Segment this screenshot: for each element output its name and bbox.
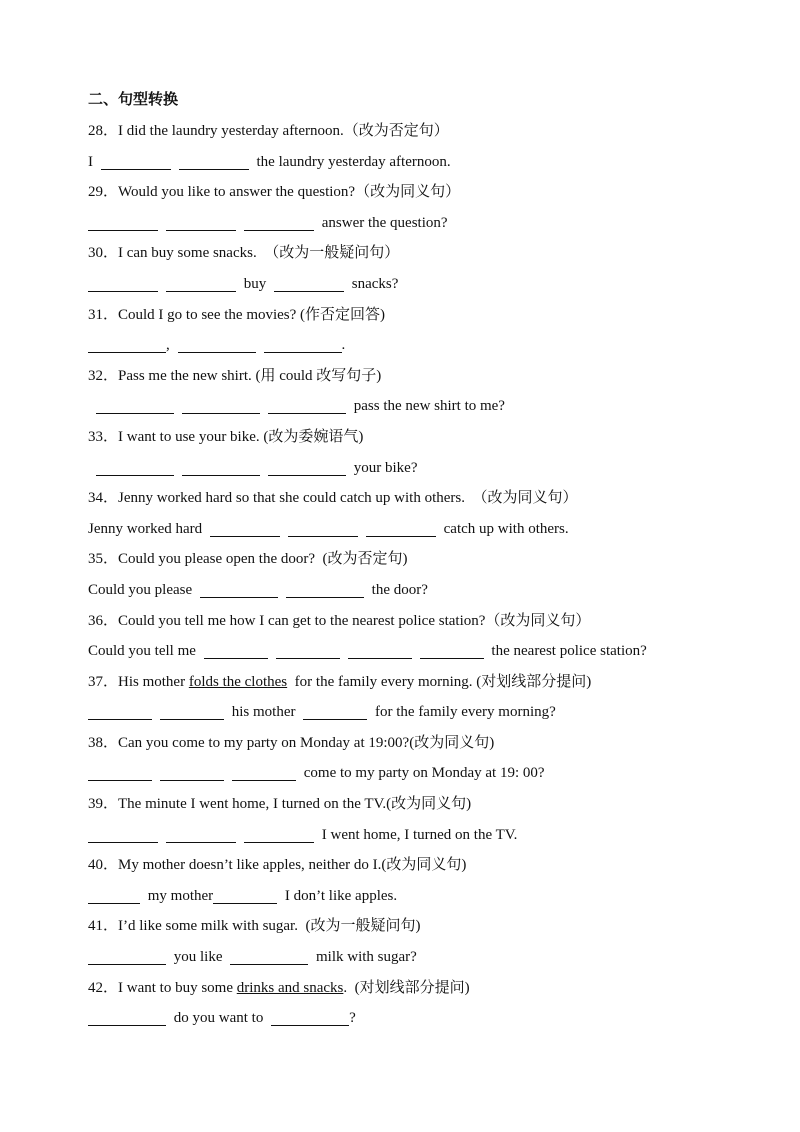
question-32 bbox=[88, 361, 748, 392]
answer-blank[interactable] bbox=[88, 1009, 166, 1026]
answer-31 bbox=[88, 330, 748, 361]
answer-text: come to my party on Monday at 19: 00? bbox=[303, 765, 545, 782]
answer-text: for the family every morning? bbox=[375, 704, 556, 721]
answer-text: your bike? bbox=[353, 459, 418, 476]
answer-text: answer the question? bbox=[321, 214, 448, 231]
question-prompt: 36．Could you tell me how I can get to the nearest police station?（改为同义句） bbox=[88, 612, 591, 629]
answer-text: the nearest police station? bbox=[491, 643, 647, 660]
underlined-phrase: folds the clothes bbox=[188, 673, 288, 690]
answer-blank[interactable] bbox=[348, 642, 412, 659]
answer-blank[interactable] bbox=[303, 703, 367, 720]
answer-42 bbox=[88, 1003, 748, 1034]
question-prompt: 31．Could I go to see the movies? (作否定回答) bbox=[88, 306, 386, 323]
answer-blank[interactable] bbox=[264, 336, 342, 353]
answer-blank[interactable] bbox=[88, 764, 152, 781]
question-prompt: 41．I’d like some milk with sugar. (改为一般疑问句) bbox=[88, 918, 421, 935]
answer-36 bbox=[88, 636, 748, 667]
answer-text: the laundry yesterday afternoon. bbox=[256, 153, 451, 170]
answer-blank[interactable] bbox=[101, 153, 171, 170]
answer-blank[interactable] bbox=[210, 520, 280, 537]
underlined-phrase: drinks and snacks bbox=[236, 979, 344, 996]
answer-text: his mother bbox=[231, 704, 296, 721]
answer-blank[interactable] bbox=[88, 275, 158, 292]
answer-blank[interactable] bbox=[88, 214, 158, 231]
answer-text: do you want to bbox=[173, 1010, 264, 1027]
question-prompt: 42．I want to buy some bbox=[88, 979, 237, 996]
answer-blank[interactable] bbox=[213, 887, 277, 904]
answer-text: I don’t like apples. bbox=[284, 887, 398, 904]
answer-text: the door? bbox=[371, 581, 428, 598]
answer-30 bbox=[88, 269, 748, 300]
answer-text: , bbox=[166, 337, 170, 354]
question-38 bbox=[88, 728, 748, 759]
answer-blank[interactable] bbox=[179, 153, 249, 170]
answer-blank[interactable] bbox=[88, 703, 152, 720]
answer-blank[interactable] bbox=[88, 336, 166, 353]
answer-text: snacks? bbox=[351, 275, 399, 292]
answer-blank[interactable] bbox=[160, 764, 224, 781]
answer-blank[interactable] bbox=[96, 397, 174, 414]
answer-blank[interactable] bbox=[420, 642, 484, 659]
question-prompt: 29．Would you like to answer the question?（改为同义句） bbox=[88, 184, 461, 201]
answer-blank[interactable] bbox=[286, 581, 364, 598]
question-prompt: 28．I did the laundry yesterday afternoon.（改为否定句） bbox=[88, 123, 449, 139]
answer-33 bbox=[88, 453, 748, 484]
question-prompt: 34．Jenny worked hard so that she could catch up with others. （改为同义句） bbox=[88, 490, 578, 507]
question-33 bbox=[88, 422, 748, 453]
answer-blank[interactable] bbox=[204, 642, 268, 659]
answer-29 bbox=[88, 208, 748, 239]
question-prompt: 35．Could you please open the door? (改为否定句) bbox=[88, 551, 408, 568]
answer-blank[interactable] bbox=[276, 642, 340, 659]
answer-blank[interactable] bbox=[268, 459, 346, 476]
answer-blank[interactable] bbox=[182, 459, 260, 476]
question-prompt: 33．I want to use your bike. (改为委婉语气) bbox=[88, 428, 364, 445]
question-30 bbox=[88, 238, 748, 269]
question-prompt: 30．I can buy some snacks. （改为一般疑问句） bbox=[88, 245, 400, 262]
answer-text: I bbox=[88, 153, 93, 170]
answer-text: Could you please bbox=[88, 581, 193, 598]
answer-blank[interactable] bbox=[200, 581, 278, 598]
question-prompt: 38．Can you come to my party on Monday at 19:00?(改为同义句) bbox=[88, 734, 495, 751]
question-prompt: for the family every morning. (对划线部分提问) bbox=[287, 673, 592, 690]
answer-text: catch up with others. bbox=[443, 520, 569, 537]
answer-blank[interactable] bbox=[232, 764, 296, 781]
answer-blank[interactable] bbox=[244, 214, 314, 231]
answer-blank[interactable] bbox=[88, 887, 140, 904]
answer-34 bbox=[88, 514, 748, 545]
answer-38 bbox=[88, 758, 748, 789]
question-prompt: . (对划线部分提问) bbox=[343, 979, 470, 996]
question-29 bbox=[88, 177, 748, 208]
question-34 bbox=[88, 483, 748, 514]
answer-blank[interactable] bbox=[160, 703, 224, 720]
question-28 bbox=[88, 116, 748, 147]
answer-blank[interactable] bbox=[288, 520, 358, 537]
answer-blank[interactable] bbox=[96, 459, 174, 476]
question-36 bbox=[88, 606, 748, 637]
answer-blank[interactable] bbox=[166, 275, 236, 292]
answer-32 bbox=[88, 391, 748, 422]
answer-text: I went home, I turned on the TV. bbox=[321, 826, 518, 843]
answer-text: buy bbox=[243, 275, 267, 292]
answer-blank[interactable] bbox=[166, 214, 236, 231]
answer-text: my mother bbox=[147, 887, 214, 904]
answer-text: Could you tell me bbox=[88, 643, 196, 660]
answer-35 bbox=[88, 575, 748, 606]
question-40 bbox=[88, 850, 748, 881]
answer-blank[interactable] bbox=[271, 1009, 349, 1026]
answer-text: milk with sugar? bbox=[316, 949, 417, 966]
answer-blank[interactable] bbox=[230, 948, 308, 965]
question-42 bbox=[88, 973, 748, 1004]
answer-text: Jenny worked hard bbox=[88, 520, 203, 537]
answer-37 bbox=[88, 697, 748, 728]
answer-blank[interactable] bbox=[88, 948, 166, 965]
question-35 bbox=[88, 544, 748, 575]
answer-blank[interactable] bbox=[166, 826, 236, 843]
question-prompt: 37．His mother bbox=[88, 673, 189, 690]
question-31 bbox=[88, 300, 748, 331]
answer-blank[interactable] bbox=[178, 336, 256, 353]
worksheet bbox=[88, 88, 748, 1034]
question-prompt: 39．The minute I went home, I turned on the TV.(改为同义句) bbox=[88, 796, 472, 813]
answer-28 bbox=[88, 147, 748, 178]
answer-text: . bbox=[341, 337, 346, 354]
section-title: 二、句型转换 bbox=[88, 90, 179, 108]
question-37 bbox=[88, 667, 748, 698]
question-39 bbox=[88, 789, 748, 820]
answer-text: you like bbox=[173, 949, 223, 966]
question-prompt: 32．Pass me the new shirt. (用 could 改写句子) bbox=[88, 367, 382, 384]
answer-blank[interactable] bbox=[244, 826, 314, 843]
answer-blank[interactable] bbox=[274, 275, 344, 292]
answer-blank[interactable] bbox=[182, 397, 260, 414]
answer-blank[interactable] bbox=[88, 826, 158, 843]
answer-blank[interactable] bbox=[268, 397, 346, 414]
answer-blank[interactable] bbox=[366, 520, 436, 537]
question-41 bbox=[88, 911, 748, 942]
answer-40 bbox=[88, 881, 748, 912]
answer-41 bbox=[88, 942, 748, 973]
answer-39 bbox=[88, 820, 748, 851]
answer-text: pass the new shirt to me? bbox=[353, 398, 505, 415]
question-prompt: 40．My mother doesn’t like apples, neither do I.(改为同义句) bbox=[88, 857, 467, 874]
answer-text: ? bbox=[349, 1010, 356, 1027]
